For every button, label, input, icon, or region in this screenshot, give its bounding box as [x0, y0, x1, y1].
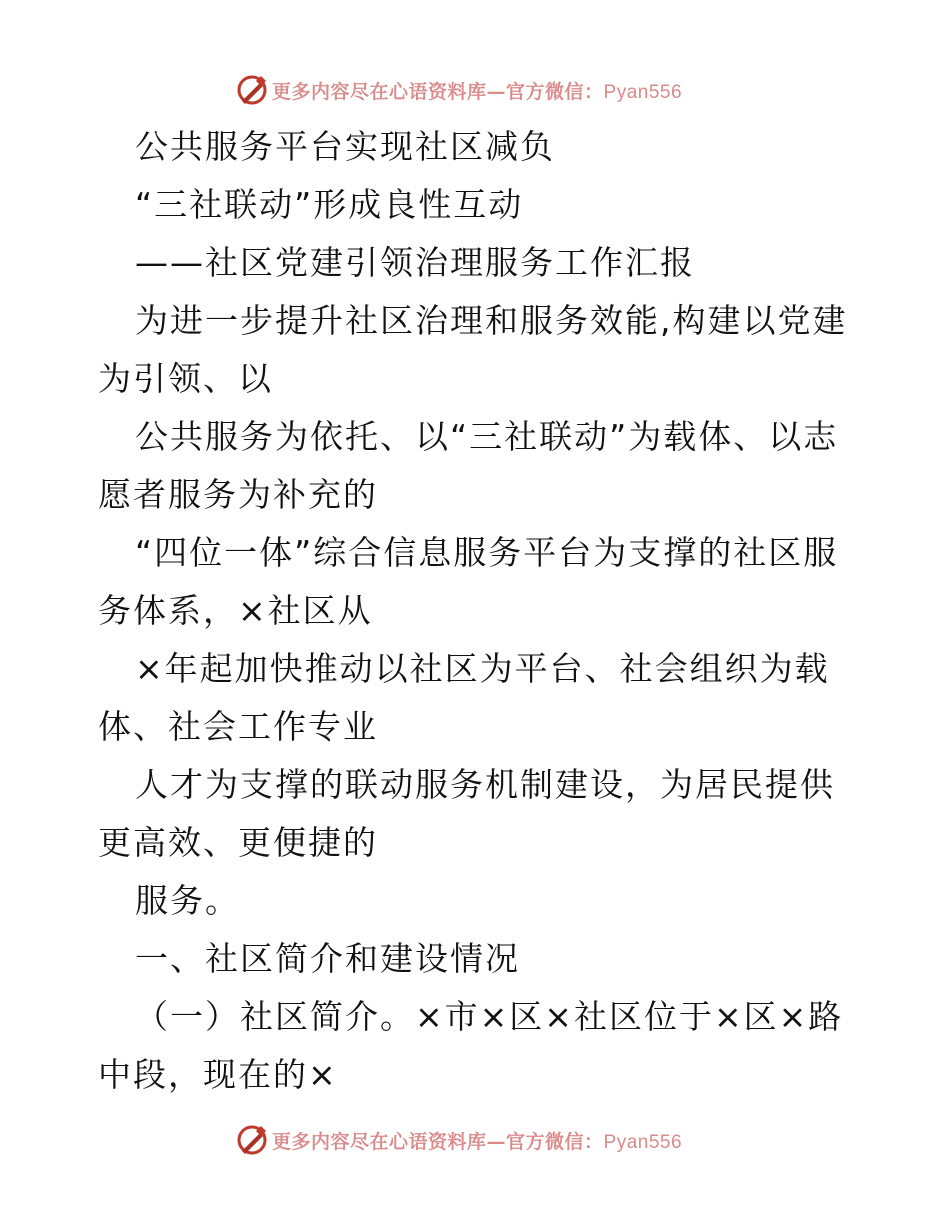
- pen-logo-icon: [236, 1124, 268, 1156]
- subtitle-line: ——社区党建引领治理服务工作汇报: [135, 243, 695, 282]
- watermark-header: [236, 73, 682, 107]
- watermark-text: 更多内容尽在心语资料库—官方微信：Pyan556: [272, 80, 683, 103]
- title-line-2: “三社联动”形成良性互动: [135, 185, 524, 224]
- body-paragraph: 公共服务为依托、以“三社联动”为载体、以志愿者服务为补充的: [98, 417, 839, 514]
- body-paragraph: 服务。: [135, 881, 240, 920]
- pen-logo-icon: [236, 74, 268, 106]
- body-paragraph: “四位一体”综合信息服务平台为支撑的社区服务体系，×社区从: [98, 533, 839, 630]
- body-paragraph: （一）社区简介。×市×区×社区位于×区×路中段，现在的×: [98, 997, 844, 1094]
- section-heading: 一、社区简介和建设情况: [135, 939, 520, 978]
- body-paragraph: 为进一步提升社区治理和服务效能,构建以党建为引领、以: [98, 301, 848, 398]
- watermark-footer: [236, 1123, 682, 1157]
- body-paragraph: 人才为支撑的联动服务机制建设，为居民提供更高效、更便捷的: [98, 765, 835, 862]
- watermark-text: 更多内容尽在心语资料库—官方微信：Pyan556: [272, 1130, 683, 1153]
- title-line-1: 公共服务平台实现社区减负: [135, 127, 555, 166]
- document-body: [98, 118, 860, 1104]
- body-paragraph: ×年起加快推动以社区为平台、社会组织为载体、社会工作专业: [98, 649, 830, 746]
